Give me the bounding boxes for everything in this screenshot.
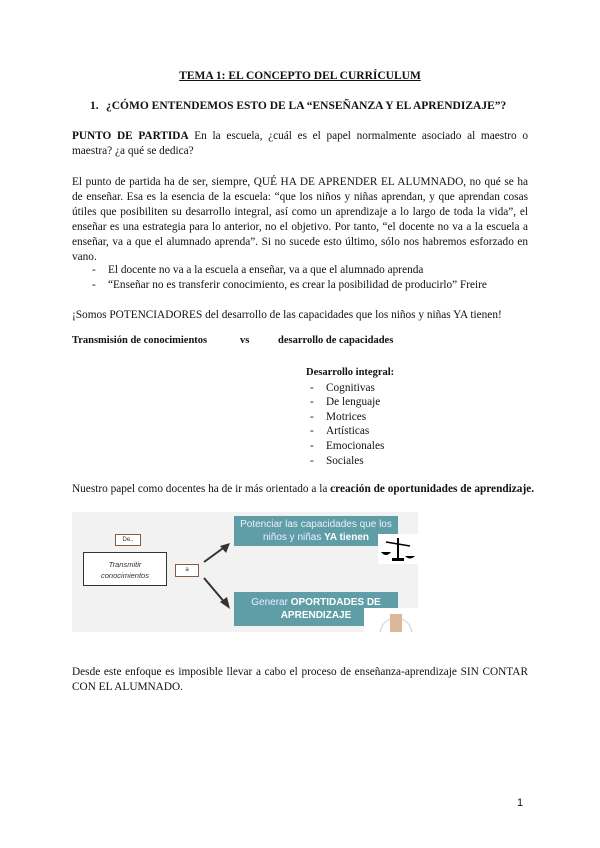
somos-statement: ¡Somos POTENCIADORES del desarrollo de las capacidades que los niños y niñas YA tienen! (72, 309, 502, 321)
integral-list (306, 366, 394, 468)
diagram-figure (72, 512, 418, 632)
list-item-text: Motrices (326, 410, 367, 423)
nuestro-bold: creación de oportunidades de aprendizaje. (330, 483, 535, 495)
paragraph-1: El punto de partida ha de ser, siempre, QUÉ HA DE APRENDER EL ALUMNADO, no qué se ha de enseñar. Esa es la esencia de la escuela: “que los niños y niñas aprendan, y que aprendan cosas útiles que posibiliten su desarrollo integral, así como un aprendizaje a lo largo de toda la vida”, el enseñar es una estrategia para lo anterior, no el objetivo. Por tanto, “el docente no va a la escuela a enseñar, va a que el alumnado aprenda”. Si no sucede esto último, sólo nos habremos esforzado en vano. (72, 176, 528, 263)
list-item: - Cognitivas (310, 381, 375, 394)
list-item: - El docente no va a la escuela a enseñar, va a que el alumnado aprenda (92, 264, 424, 276)
list-item-text: De lenguaje (326, 396, 381, 409)
page-number: 1 (517, 797, 524, 809)
generar-bold: OPORTIDADES DE APRENDIZAJE (280, 597, 381, 621)
list-item-text: Emocionales (326, 439, 385, 452)
heading-number: 1. (90, 100, 99, 112)
list-item: - Emocionales (310, 439, 385, 452)
nuestro-text: Nuestro papel como docentes ha de ir más orientado a la (72, 483, 331, 495)
closing-paragraph: Desde este enfoque es imposible llevar a cabo el proceso de enseñanza-aprendizaje SIN CONTAR CON EL ALUMNADO. (72, 666, 528, 693)
integral-title: Desarrollo integral: (306, 367, 395, 378)
list-item: - De lenguaje (310, 396, 381, 409)
nuestro-papel (72, 483, 534, 495)
list-item-text: El docente no va a la escuela a enseñar, va a que el alumnado aprenda (108, 264, 424, 276)
punto-label: PUNTO DE PARTIDA (72, 130, 189, 142)
generar-text: Generar (251, 597, 291, 608)
list-item-text: Cognitivas (326, 381, 375, 394)
list-item-text: “Enseñar no es transferir conocimiento, es crear la posibilidad de producirlo” Freire (108, 279, 487, 291)
list-item-text: Sociales (326, 454, 364, 467)
de-label: De.. (115, 534, 141, 546)
list-item: - Sociales (310, 454, 364, 467)
arrows-icon (200, 542, 236, 612)
versus-vs: vs (240, 335, 250, 346)
scale-icon (378, 534, 418, 564)
potenciar-box (234, 516, 398, 546)
punto-text: En la escuela, ¿cuál es el papel normalmente asociado al maestro o maestra? ¿a qué se dedica? (72, 130, 528, 157)
heading-text: ¿CÓMO ENTENDEMOS ESTO DE LA “ENSEÑANZA Y EL APRENDIZAJE”? (106, 100, 507, 112)
punto-de-partida (72, 129, 528, 159)
potenciar-text: Potenciar las capacidades que los niños y niñas (240, 519, 392, 543)
list-item-text: Artísticas (326, 425, 370, 438)
versus-left: Transmisión de conocimientos (72, 335, 208, 346)
section-heading (90, 100, 506, 112)
list-item: - Motrices (310, 410, 367, 423)
a-label: a (175, 564, 199, 577)
transmitir-box: Transmitir conocimientos (83, 552, 167, 586)
list-item: - Artísticas (310, 425, 370, 438)
document-title: TEMA 1: EL CONCEPTO DEL CURRÍCULUM (179, 70, 421, 82)
potenciar-bold: YA tienen (324, 532, 369, 543)
list-item: - “Enseñar no es transferir conocimiento, es crear la posibilidad de producirlo” Freire (92, 279, 487, 291)
bullet-list (92, 263, 487, 293)
versus-right: desarrollo de capacidades (278, 335, 394, 346)
illustration-icon (364, 608, 418, 632)
